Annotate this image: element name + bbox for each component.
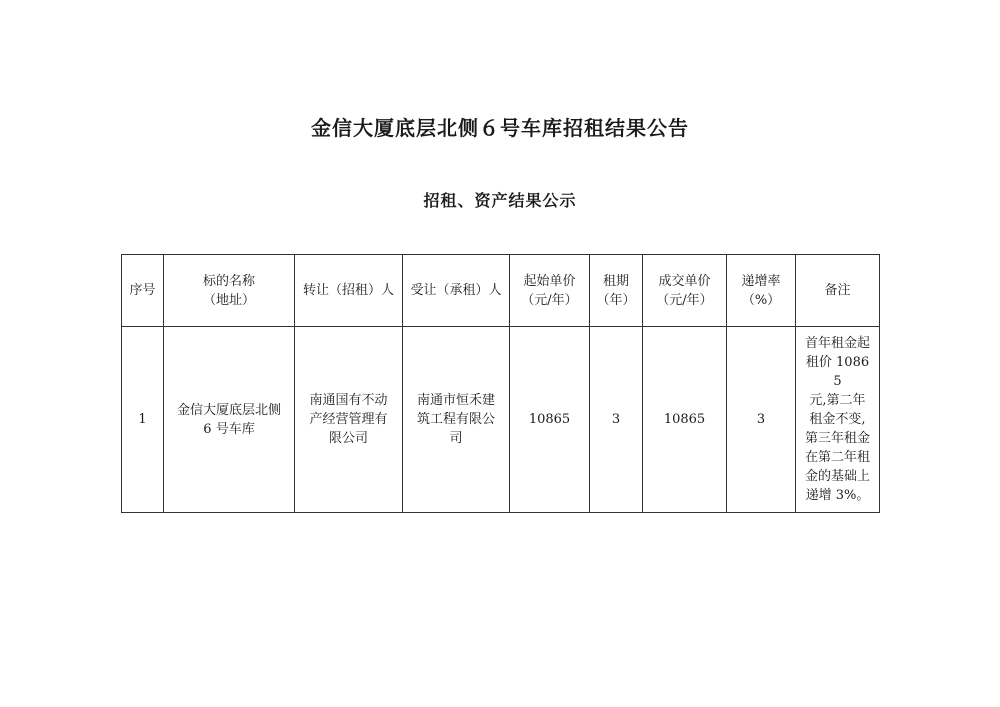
cell-start-price: 10865 — [510, 327, 590, 513]
header-index: 序号 — [122, 255, 164, 327]
cell-transferor: 南通国有不动 产经营管理有 限公司 — [295, 327, 403, 513]
cell-increase-rate: 3 — [727, 327, 796, 513]
cell-remark: 首年租金起 租价 10865 元,第二年 租金不变, 第三年租金 在第二年租 金的基础上 递增 3%。 — [796, 327, 880, 513]
table-header-row — [122, 255, 880, 327]
page-title: 金信大厦底层北侧６号车库招租结果公告 — [311, 116, 689, 140]
cell-asset-name: 金信大厦底层北侧 6 号车库 — [164, 327, 295, 513]
header-term: 租期 （年） — [590, 255, 643, 327]
header-start-price: 起始单价 （元/年） — [510, 255, 590, 327]
header-transferee: 受让（承租）人 — [403, 255, 510, 327]
result-table — [121, 254, 880, 513]
header-remark: 备注 — [796, 255, 880, 327]
cell-index: 1 — [122, 327, 164, 513]
cell-transferee: 南通市恒禾建 筑工程有限公 司 — [403, 327, 510, 513]
page-subtitle: 招租、资产结果公示 — [423, 191, 577, 210]
cell-deal-price: 10865 — [643, 327, 727, 513]
header-asset-name: 标的名称 （地址） — [164, 255, 295, 327]
cell-term: 3 — [590, 327, 643, 513]
header-increase-rate: 递增率 （%） — [727, 255, 796, 327]
header-transferor: 转让（招租）人 — [295, 255, 403, 327]
header-deal-price: 成交单价 （元/年） — [643, 255, 727, 327]
table-row — [122, 327, 880, 513]
